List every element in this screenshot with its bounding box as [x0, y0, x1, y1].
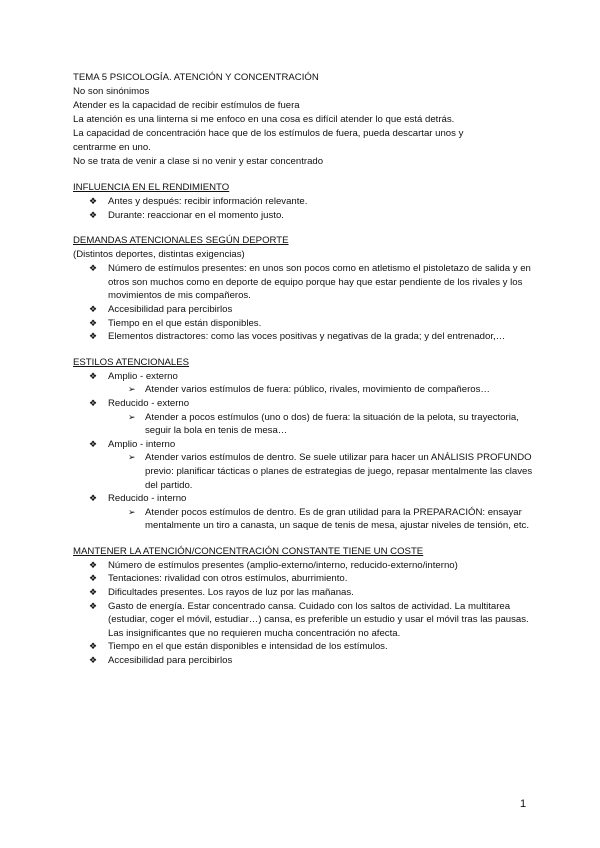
page-number: 1 [520, 798, 527, 810]
demandas-list [73, 262, 533, 344]
section-heading-demandas: DEMANDAS ATENCIONALES SEGÚN DEPORTE [73, 235, 289, 247]
section-subheading: (Distintos deportes, distintas exigencias) [73, 249, 245, 261]
diamond-bullet-icon: ❖ [89, 587, 98, 598]
diamond-bullet-icon: ❖ [89, 600, 98, 611]
list-item: ❖ Tiempo en el que están disponibles. [89, 317, 262, 329]
list-item: ❖ Reducido - externo [89, 397, 190, 409]
list-item: ❖ Durante: reaccionar en el momento justo. [89, 209, 284, 221]
arrow-bullet-icon: ➢ [128, 452, 136, 463]
list-item: ❖ Gasto de energía. Estar concentrado cansa. Cuidado con los saltos de actividad. La multitarea (estudiar, coger el móvil, estudiar…) cansa, es preferible un estudio y usar el móvil tras las pausas. Las insignificantes que no requieren mucha concentración no afecta. [89, 600, 529, 639]
influencia-list [73, 195, 533, 222]
diamond-bullet-icon: ❖ [89, 397, 98, 408]
list-item: ❖ Tentaciones: rivalidad con otros estímulos, aburrimiento. [89, 573, 348, 585]
diamond-bullet-icon: ❖ [89, 263, 98, 274]
sub-list-item: ➢ Atender varios estímulos de dentro. Se suele utilizar para hacer un ANÁLISIS PROFUNDO previo: planificar tácticas o planes de estrategias de juego, repasar mentalmente las claves del partido. [128, 452, 533, 491]
document-title: TEMA 5 PSICOLOGÍA. ATENCIÓN Y CONCENTRACIÓN [73, 72, 319, 83]
intro-line: No son sinónimos [73, 86, 150, 97]
list-item: ❖ Número de estímulos presentes (amplio-externo/interno, reducido-externo/interno) [89, 559, 458, 571]
diamond-bullet-icon: ❖ [89, 641, 98, 652]
estilos-list [73, 370, 533, 533]
list-item: ❖ Accesibilidad para percibirlos [89, 303, 233, 315]
sub-list-item: ➢ Atender a pocos estímulos (uno o dos) de fuera: la situación de la pelota, su trayectoria, seguir la bola en tenis de mesa… [128, 411, 519, 437]
section-heading-estilos: ESTILOS ATENCIONALES [73, 356, 190, 368]
section-heading-influencia: INFLUENCIA EN EL RENDIMIENTO [73, 182, 230, 193]
arrow-bullet-icon: ➢ [128, 384, 136, 395]
list-item: ❖ Accesibilidad para percibirlos [89, 655, 233, 667]
diamond-bullet-icon: ❖ [89, 559, 98, 570]
section-heading-coste: MANTENER LA ATENCIÓN/CONCENTRACIÓN CONSTANTE TIENE UN COSTE [73, 545, 424, 557]
list-item: ❖ Número de estímulos presentes: en unos son pocos como en atletismo el pistoletazo de salida y en otros son muchos como en deporte de equipo porque hay que estar pendiente de los rivales y los movimientos de mis compañeros. [89, 263, 531, 302]
intro-line: Atender es la capacidad de recibir estímulos de fuera [73, 100, 300, 111]
diamond-bullet-icon: ❖ [89, 493, 98, 504]
list-item: ❖ Amplio - externo [89, 370, 178, 382]
sub-list-item: ➢ Atender pocos estímulos de dentro. Es de gran utilidad para la PREPARACIÓN: ensayar mentalmente un tiro a canasta, un saque de tenis de mesa, ajustar niveles de tensión, etc. [128, 506, 529, 532]
document-page [73, 71, 533, 668]
diamond-bullet-icon: ❖ [89, 370, 98, 381]
intro-line: La atención es una linterna si me enfoco en una cosa es difícil atender lo que está detrás. [73, 114, 455, 125]
intro-line: La capacidad de concentración hace que de los estímulos de fuera, pueda descartar unos y centrarme en uno. [73, 128, 464, 153]
diamond-bullet-icon: ❖ [89, 209, 98, 220]
diamond-bullet-icon: ❖ [89, 573, 98, 584]
diamond-bullet-icon: ❖ [89, 196, 98, 206]
diamond-bullet-icon: ❖ [89, 438, 98, 449]
diamond-bullet-icon: ❖ [89, 655, 98, 666]
list-item: ❖ Elementos distractores: como las voces positivas y negativas de la grada; y del entrenador,… [89, 331, 506, 343]
list-item: ❖ Dificultades presentes. Los rayos de luz por las mañanas. [89, 587, 354, 599]
diamond-bullet-icon: ❖ [89, 331, 98, 342]
list-item: ❖ Tiempo en el que están disponibles e intensidad de los estímulos. [89, 641, 388, 653]
diamond-bullet-icon: ❖ [89, 317, 98, 328]
arrow-bullet-icon: ➢ [128, 411, 136, 422]
list-item: ❖ Antes y después: recibir información relevante. [89, 196, 308, 207]
intro-line: No se trata de venir a clase si no venir y estar concentrado [73, 156, 324, 167]
list-item: ❖ Amplio - interno [89, 438, 176, 450]
sub-list-item: ➢ Atender varios estímulos de fuera: público, rivales, movimiento de compañeros… [128, 384, 491, 396]
diamond-bullet-icon: ❖ [89, 303, 98, 314]
coste-list [73, 559, 533, 668]
arrow-bullet-icon: ➢ [128, 506, 136, 517]
list-item: ❖ Reducido - interno [89, 493, 187, 505]
